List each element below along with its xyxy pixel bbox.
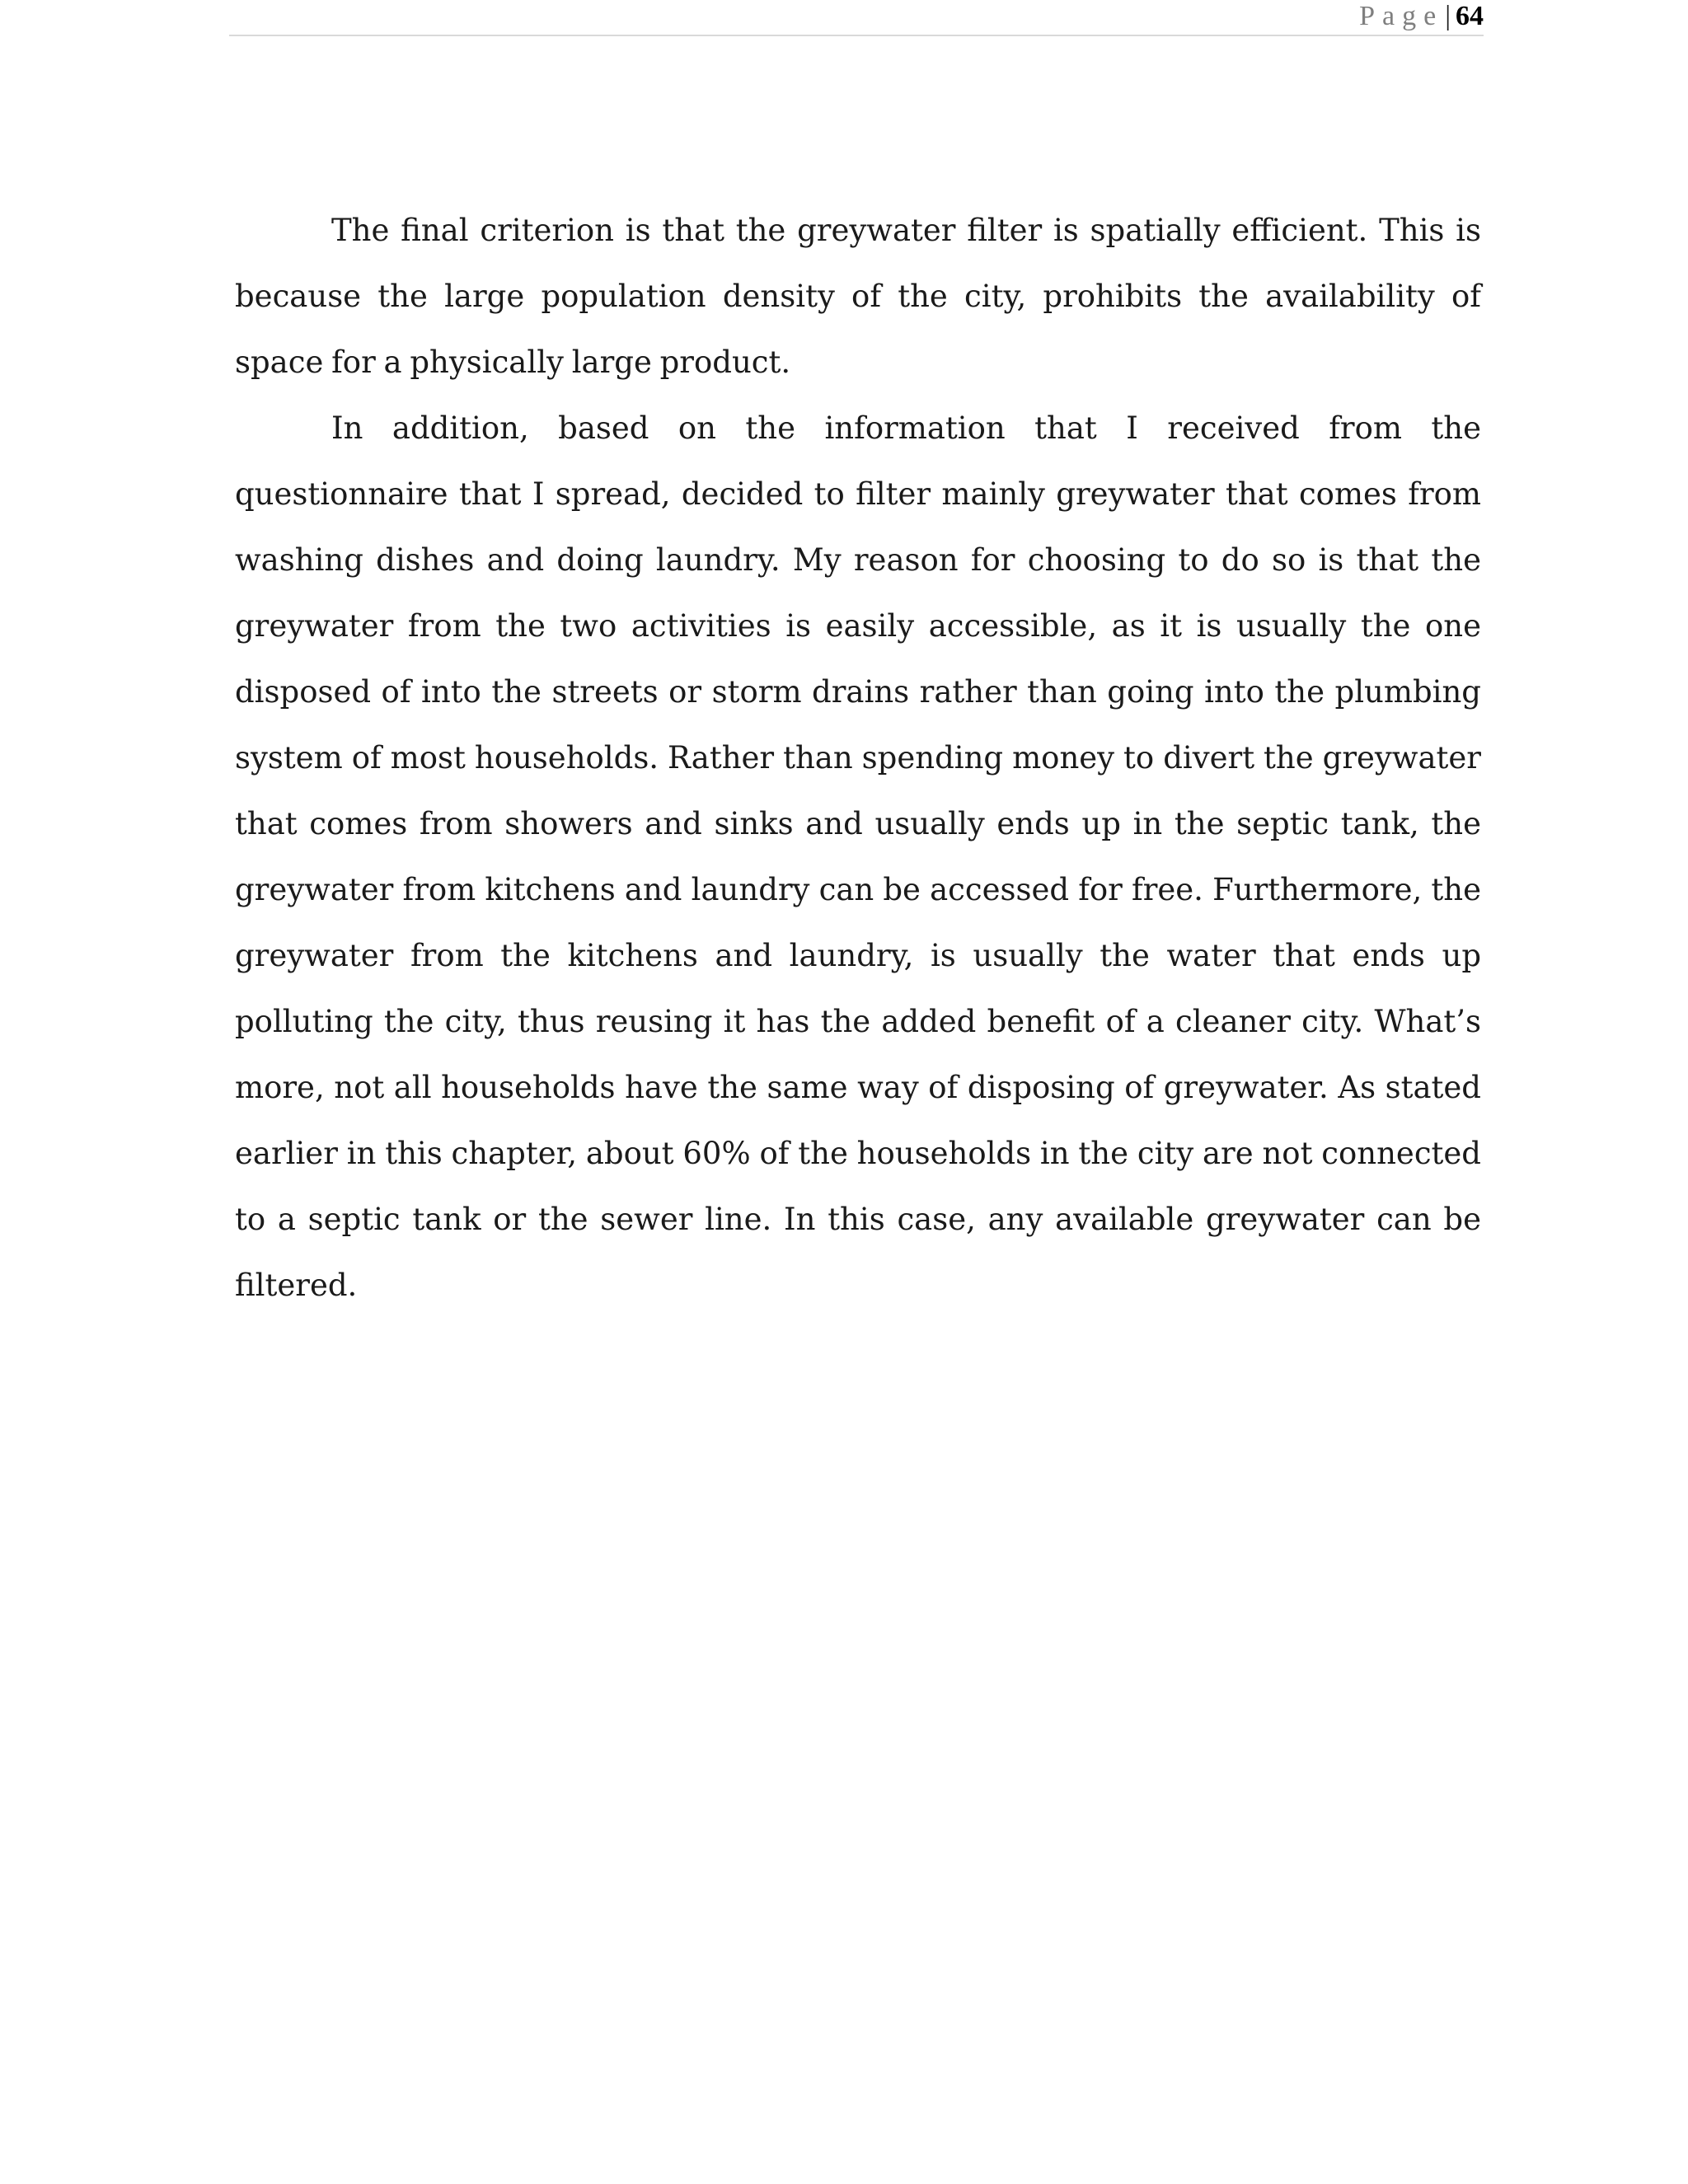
page-number-label bbox=[1359, 0, 1484, 33]
page-word: Page bbox=[1359, 1, 1444, 31]
paragraph-greywater-source: In addition, based on the information that I received from the questionnaire that I spread, decided to filter mainly greywater that comes from washing dishes and doing laundry. My reason for choosing to do so is that the greywater from the two activities is easily accessible, as it is usually the one disposed of into the streets or storm drains rather than going into the plumbing system of most households. Rather than spending money to divert the greywater that comes from showers and sinks and usually ends up in the septic tank, the greywater from kitchens and laundry can be accessed for free. Furthermore, the greywater from the kitchens and laundry, is usually the water that ends up polluting the city, thus reusing it has the added benefit of a cleaner city. What’s more, not all households have the same way of disposing of greywater. As stated earlier in this chapter, about 60% of the households in the city are not connected to a septic tank or the sewer line. In this case, any available greywater can be filtered. bbox=[235, 410, 1481, 1303]
page-separator: | bbox=[1445, 1, 1451, 31]
paragraph-criterion: The final criterion is that the greywater filter is spatially efficient. This is because the large population density of the city, prohibits the availability of space for a physically large product. bbox=[235, 213, 1481, 380]
body-text bbox=[235, 198, 1481, 1319]
page-header bbox=[229, 0, 1484, 36]
page-number: 64 bbox=[1456, 1, 1484, 31]
